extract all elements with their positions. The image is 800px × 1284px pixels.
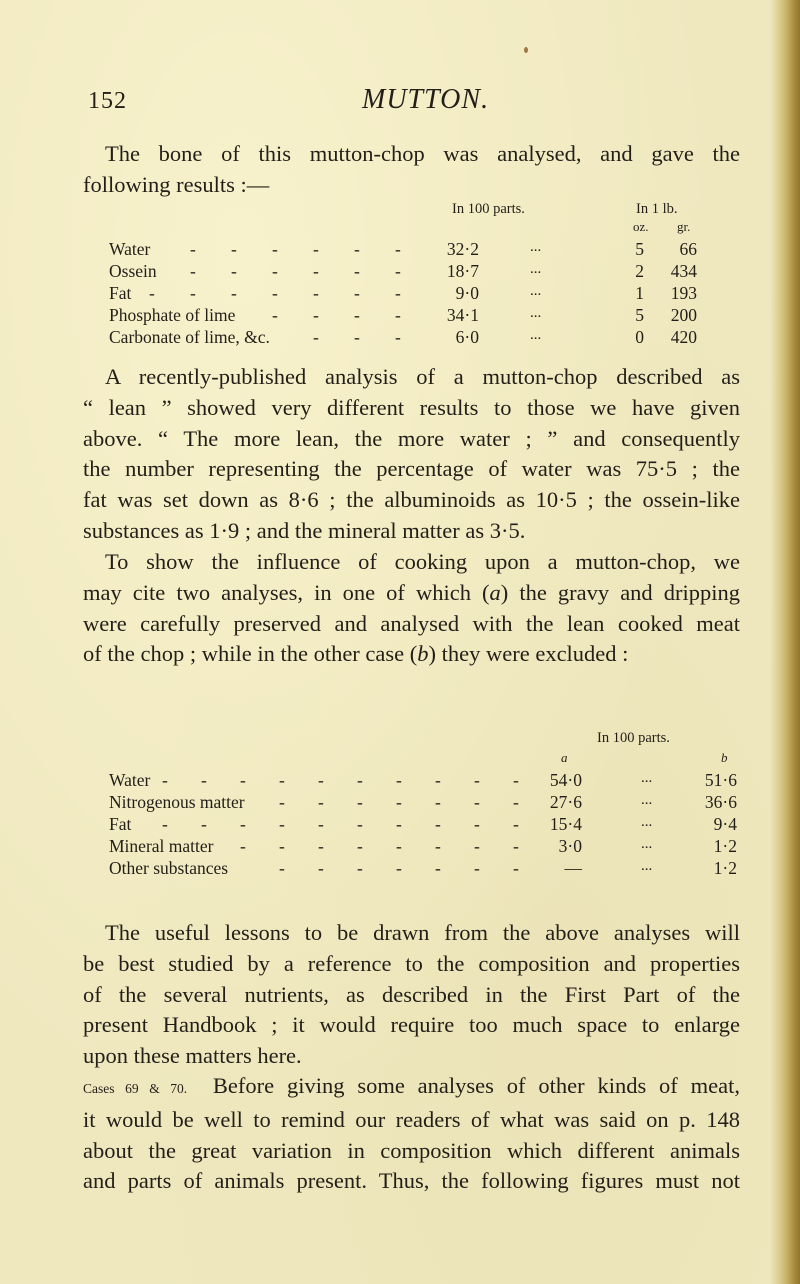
lean-analysis-paragraph (83, 362, 740, 547)
leader-dash: - (474, 858, 480, 878)
leader-dash: - (474, 792, 480, 812)
leader-dash: - (395, 239, 401, 259)
text-line: present Handbook ; it would require too much space to enlarge (83, 1012, 740, 1038)
text-line: Cases 69 & 70. Before giving some analyses of other kinds of meat, (83, 1073, 741, 1098)
separator-ellipsis: ... (530, 283, 542, 299)
paper-speck (524, 47, 528, 53)
cases-paragraph (83, 1071, 740, 1197)
row-label: Other substances (109, 858, 229, 878)
value-a: 54·0 (549, 770, 582, 790)
leader-dash: - (279, 858, 285, 878)
row-label: Ossein (109, 261, 157, 281)
leader-dash: - (162, 814, 168, 834)
value-b: 1·2 (713, 858, 737, 878)
leader-dash: - (513, 792, 519, 812)
leader-dash: - (318, 814, 324, 834)
leader-dash: - (279, 770, 285, 790)
leader-dash: - (318, 792, 324, 812)
value-b: 9·4 (713, 814, 737, 834)
text-line: of the several nutrients, as described in the First Part of the (83, 981, 740, 1007)
text-line: and parts of animals present. Thus, the following figures must not (83, 1168, 740, 1194)
leader-dash: - (354, 239, 360, 259)
leader-dash: - (435, 836, 441, 856)
value-oz: 1 (635, 283, 644, 303)
leader-dash: - (279, 814, 285, 834)
leader-dash: - (354, 283, 360, 303)
value-a: — (564, 858, 582, 878)
leader-dash: - (231, 261, 237, 281)
leader-dash: - (162, 770, 168, 790)
leader-dash: - (513, 858, 519, 878)
leader-dash: - (201, 770, 207, 790)
value-oz: 2 (635, 261, 644, 281)
table-row (109, 770, 749, 792)
text-line: the number representing the percentage of water was 75·5 ; the (83, 456, 740, 482)
leader-dash: - (396, 770, 402, 790)
leader-dash: - (313, 283, 319, 303)
leader-dash: - (190, 239, 196, 259)
row-label: Fat (109, 283, 132, 303)
leader-dash: - (396, 792, 402, 812)
text-line: be best studied by a reference to the composition and properties (83, 950, 740, 976)
leader-dash: - (313, 261, 319, 281)
leader-dash: - (357, 792, 363, 812)
table-row (109, 836, 749, 858)
text-line: “ lean ” showed very different results to those we have given (83, 394, 740, 420)
leader-dash: - (231, 239, 237, 259)
value-a: 27·6 (549, 792, 582, 812)
value-b: 51·6 (704, 770, 737, 790)
leader-dash: - (395, 283, 401, 303)
value-gr: 66 (679, 239, 697, 259)
value-gr: 200 (670, 305, 697, 325)
leader-dash: - (435, 858, 441, 878)
text-line: above. “ The more lean, the more water ; ” and consequently (83, 425, 740, 451)
leader-dash: - (240, 814, 246, 834)
table-row (109, 261, 749, 283)
cooked-chop-table (109, 730, 749, 880)
leader-dash: - (513, 814, 519, 834)
leader-dash: - (474, 770, 480, 790)
leader-dash: - (318, 770, 324, 790)
value-100-parts: 32·2 (446, 239, 479, 259)
row-label: Carbonate of lime, &c. (109, 327, 270, 347)
row-label: Water (109, 770, 151, 790)
text-line: fat was set down as 8·6 ; the albuminoids as 10·5 ; the ossein-like (83, 487, 740, 513)
subheader-oz: oz. (633, 219, 649, 234)
text-line: The useful lessons to be drawn from the above analyses will (105, 920, 740, 945)
intro-paragraph (83, 139, 740, 201)
value-gr: 420 (670, 327, 697, 347)
case-sidenote: Cases 69 & 70. (83, 1081, 188, 1096)
leader-dash: - (279, 792, 285, 812)
table-row (109, 858, 749, 880)
value-a: 3·0 (558, 836, 582, 856)
leader-dash: - (513, 770, 519, 790)
value-100-parts: 18·7 (446, 261, 479, 281)
leader-dash: - (435, 814, 441, 834)
leader-dash: - (149, 283, 155, 303)
leader-dash: - (231, 283, 237, 303)
leader-dash: - (272, 261, 278, 281)
text-line: A recently-published analysis of a mutton-chop described as (105, 364, 740, 389)
table-row (109, 283, 749, 305)
value-gr: 193 (670, 283, 697, 303)
leader-dash: - (279, 836, 285, 856)
separator-ellipsis: ... (530, 239, 542, 255)
text-line: about the great variation in composition which different animals (83, 1137, 740, 1163)
leader-dash: - (240, 770, 246, 790)
value-100-parts: 34·1 (446, 305, 479, 325)
text-line: following results :— (83, 171, 270, 197)
table-row (109, 327, 749, 349)
leader-dash: - (313, 305, 319, 325)
leader-dash: - (313, 239, 319, 259)
subheader-a: a (561, 750, 568, 765)
text-line: it would be well to remind our readers of what was said on p. 148 (83, 1106, 740, 1132)
separator-ellipsis: ... (641, 814, 653, 830)
leader-dash: - (513, 836, 519, 856)
separator-ellipsis: ... (641, 770, 653, 786)
leader-dash: - (395, 327, 401, 347)
book-spine-shadow (770, 0, 800, 1284)
leader-dash: - (435, 792, 441, 812)
leader-dash: - (357, 858, 363, 878)
cooking-paragraph (83, 547, 740, 670)
value-b: 36·6 (704, 792, 737, 812)
text-line: of the chop ; while in the other case (b) they were excluded : (83, 641, 629, 667)
column-header-100-parts: In 100 parts. (597, 730, 670, 746)
leader-dash: - (474, 814, 480, 834)
row-label: Mineral matter (109, 836, 214, 856)
leader-dash: - (357, 770, 363, 790)
running-title: MUTTON. (362, 84, 490, 115)
text-line: were carefully preserved and analysed with the lean cooked meat (83, 610, 740, 636)
value-100-parts: 6·0 (455, 327, 479, 347)
text-line: may cite two analyses, in one of which (a) the gravy and dripping (83, 579, 740, 605)
table-row (109, 792, 749, 814)
leader-dash: - (190, 261, 196, 281)
row-label: Phosphate of lime (109, 305, 236, 325)
leader-dash: - (272, 305, 278, 325)
leader-dash: - (272, 239, 278, 259)
page-number: 152 (88, 88, 127, 114)
separator-ellipsis: ... (641, 858, 653, 874)
separator-ellipsis: ... (530, 327, 542, 343)
value-b: 1·2 (713, 836, 737, 856)
bone-analysis-table (109, 201, 749, 347)
page-header (0, 78, 800, 118)
text-line: upon these matters here. (83, 1043, 302, 1069)
row-label: Nitrogenous matter (109, 792, 245, 812)
leader-dash: - (396, 836, 402, 856)
case-letter: a (489, 579, 501, 605)
leader-dash: - (201, 814, 207, 834)
leader-dash: - (318, 836, 324, 856)
leader-dash: - (190, 283, 196, 303)
leader-dash: - (474, 836, 480, 856)
value-oz: 5 (635, 305, 644, 325)
leader-dash: - (357, 836, 363, 856)
leader-dash: - (395, 305, 401, 325)
value-oz: 0 (635, 327, 644, 347)
leader-dash: - (240, 836, 246, 856)
subheader-b: b (721, 750, 728, 765)
row-label: Fat (109, 814, 132, 834)
leader-dash: - (272, 283, 278, 303)
row-label: Water (109, 239, 151, 259)
leader-dash: - (354, 327, 360, 347)
leader-dash: - (354, 305, 360, 325)
text-line: To show the influence of cooking upon a mutton-chop, we (105, 549, 740, 574)
table-row (109, 305, 749, 327)
value-100-parts: 9·0 (455, 283, 479, 303)
separator-ellipsis: ... (530, 305, 542, 321)
text-line: substances as 1·9 ; and the mineral matter as 3·5. (83, 517, 526, 543)
table-row (109, 239, 749, 261)
value-a: 15·4 (549, 814, 582, 834)
leader-dash: - (396, 814, 402, 834)
leader-dash: - (435, 770, 441, 790)
separator-ellipsis: ... (641, 836, 653, 852)
subheader-gr: gr. (677, 219, 691, 234)
column-header-1-lb: In 1 lb. (636, 201, 678, 217)
leader-dash: - (395, 261, 401, 281)
leader-dash: - (357, 814, 363, 834)
lessons-paragraph (83, 918, 740, 1072)
value-oz: 5 (635, 239, 644, 259)
leader-dash: - (354, 261, 360, 281)
leader-dash: - (318, 858, 324, 878)
leader-dash: - (396, 858, 402, 878)
case-letter: b (417, 641, 429, 667)
value-gr: 434 (670, 261, 697, 281)
text-line: The bone of this mutton-chop was analysed, and gave the (105, 141, 740, 166)
separator-ellipsis: ... (530, 261, 542, 277)
table-row (109, 814, 749, 836)
column-header-100-parts: In 100 parts. (452, 201, 525, 217)
separator-ellipsis: ... (641, 792, 653, 808)
leader-dash: - (313, 327, 319, 347)
